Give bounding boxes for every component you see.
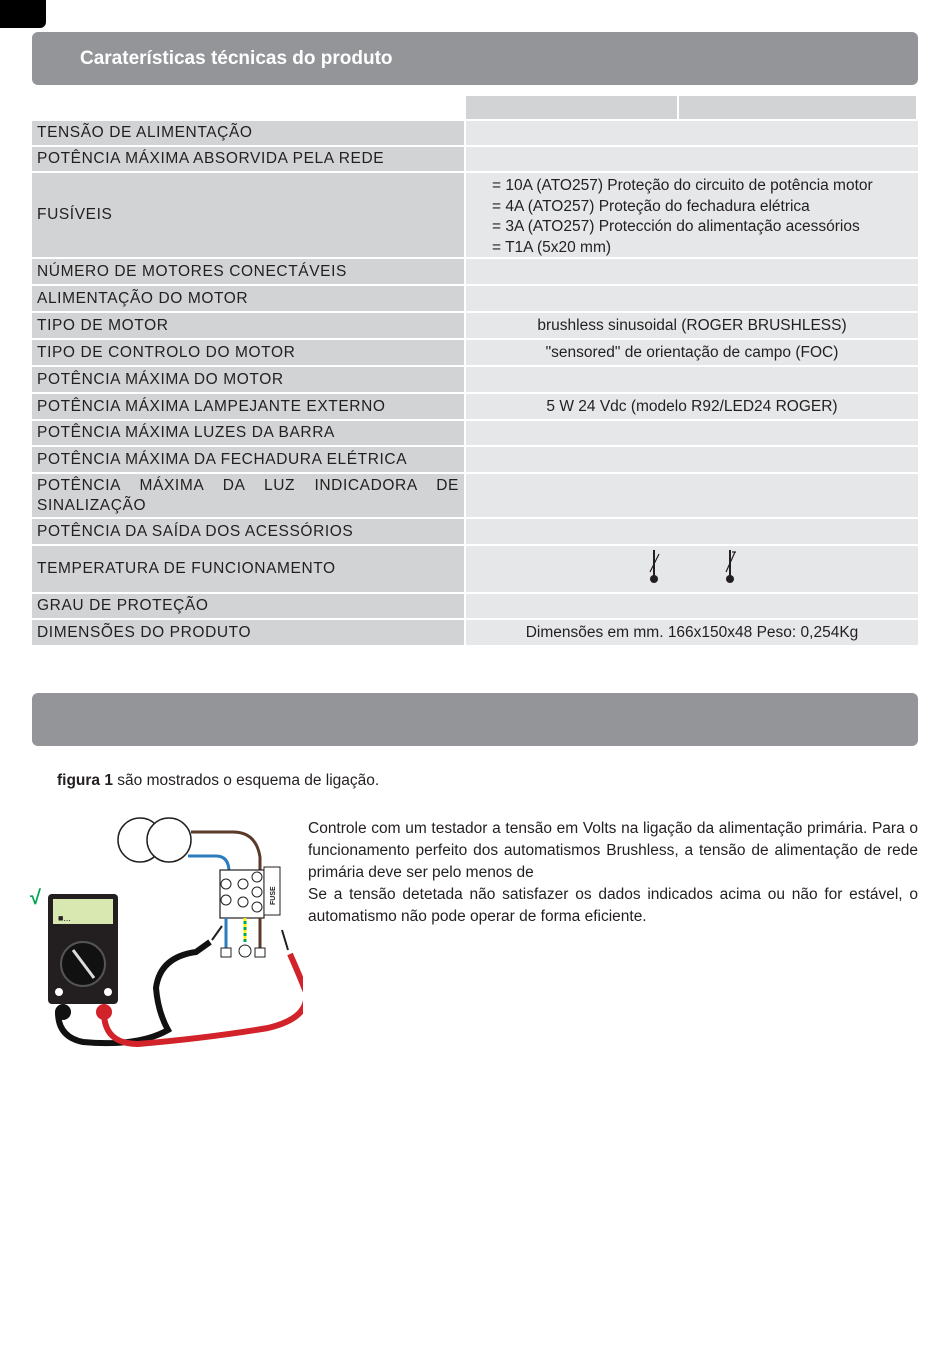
instruction-paragraph (308, 818, 918, 928)
spec-value (466, 259, 918, 284)
spec-value (466, 367, 918, 392)
thermometer-low-icon (646, 548, 662, 591)
table-row (32, 594, 918, 618)
spec-label: POTÊNCIA MÁXIMA LAMPEJANTE EXTERNO (32, 394, 464, 419)
fuse-line: = 4A (ATO257) Proteção do fechadura elétrica (492, 197, 810, 215)
table-row (32, 519, 918, 544)
spec-value (466, 594, 918, 618)
paragraph-line: Se a tensão detetada não satisfazer os dados indicados acima ou não for estável, o automatismo não pode operar de forma eficiente. (308, 886, 918, 925)
spec-value: brushless sinusoidal (ROGER BRUSHLESS) (466, 313, 918, 338)
spec-label: TIPO DE CONTROLO DO MOTOR (32, 340, 464, 365)
table-row (32, 173, 918, 257)
spec-label: POTÊNCIA MÁXIMA ABSORVIDA PELA REDE (32, 147, 464, 171)
table-row (32, 546, 918, 592)
fuse-label: FUSE (270, 886, 277, 905)
spec-label: TENSÃO DE ALIMENTAÇÃO (32, 121, 464, 145)
spec-label: GRAU DE PROTEÇÃO (32, 594, 464, 618)
svg-text:■...: ■... (58, 913, 71, 923)
figure-reference: figura 1 (57, 772, 113, 789)
spec-value (466, 121, 918, 145)
spec-label: TEMPERATURA DE FUNCIONAMENTO (32, 546, 464, 592)
check-mark-icon: √ (30, 887, 41, 909)
spec-value: Dimensões em mm. 166x150x48 Peso: 0,254Kg (466, 620, 918, 645)
spec-label: TIPO DE MOTOR (32, 313, 464, 338)
table-row (32, 421, 918, 445)
spec-label: DIMENSÕES DO PRODUTO (32, 620, 464, 645)
table-row (32, 121, 918, 145)
fuse-line: = T1A (5x20 mm) (492, 238, 612, 256)
table-row (32, 367, 918, 392)
paragraph-line: Controle com um testador a tensão em Volts na ligação da alimentação primária. Para o funcionamento perfeito dos automatismos Brushless, a tensão de alimentação de rede primária deve ser pelo menos de (308, 820, 918, 881)
table-row (32, 340, 918, 365)
spec-label: POTÊNCIA MÁXIMA DO MOTOR (32, 367, 464, 392)
figure-caption (57, 772, 379, 790)
spec-label: ALIMENTAÇÃO DO MOTOR (32, 286, 464, 311)
table-row (32, 147, 918, 171)
spec-label: POTÊNCIA MÁXIMA DA LUZ INDICADORA DE SINALIZAÇÃO (32, 474, 464, 517)
spec-label: POTÊNCIA MÁXIMA DA FECHADURA ELÉTRICA (32, 447, 464, 472)
spec-value (466, 147, 918, 171)
spec-label: FUSÍVEIS (32, 173, 464, 257)
table-row (32, 474, 918, 517)
table-header-cell-1 (466, 96, 677, 119)
table-row (32, 286, 918, 311)
spec-value (466, 519, 918, 544)
spec-value-fuses (466, 173, 918, 257)
spec-value-temperature (466, 546, 918, 592)
spec-value (466, 286, 918, 311)
table-header-cell-2 (679, 96, 916, 119)
spec-label: POTÊNCIA MÁXIMA LUZES DA BARRA (32, 421, 464, 445)
spec-value (466, 474, 918, 517)
table-row (32, 259, 918, 284)
specs-table (32, 121, 918, 647)
section-header-specs (32, 32, 918, 85)
fuse-line: = 3A (ATO257) Protección do alimentação acessórios (492, 218, 860, 235)
table-row (32, 394, 918, 419)
spec-value: "sensored" de orientação de campo (FOC) (466, 340, 918, 365)
table-row (32, 313, 918, 338)
table-row (32, 620, 918, 645)
output-wires (221, 918, 265, 957)
spec-value (466, 447, 918, 472)
spec-value (466, 421, 918, 445)
multimeter-icon (48, 894, 118, 1020)
wiring-diagram (28, 812, 303, 1057)
section-header-connection (32, 693, 918, 746)
spec-label: NÚMERO DE MOTORES CONECTÁVEIS (32, 259, 464, 284)
spec-label: POTÊNCIA DA SAÍDA DOS ACESSÓRIOS (32, 519, 464, 544)
corner-tab (0, 0, 46, 28)
thermometer-high-icon (722, 548, 738, 591)
fuse-line: = 10A (ATO257) Proteção do circuito de potência motor (492, 177, 873, 194)
caption-text: são mostrados o esquema de ligação. (112, 772, 380, 789)
section-title: Caraterísticas técnicas do produto (80, 48, 393, 69)
spec-value: 5 W 24 Vdc (modelo R92/LED24 ROGER) (466, 394, 918, 419)
transformer-icon (118, 818, 191, 862)
table-row (32, 447, 918, 472)
